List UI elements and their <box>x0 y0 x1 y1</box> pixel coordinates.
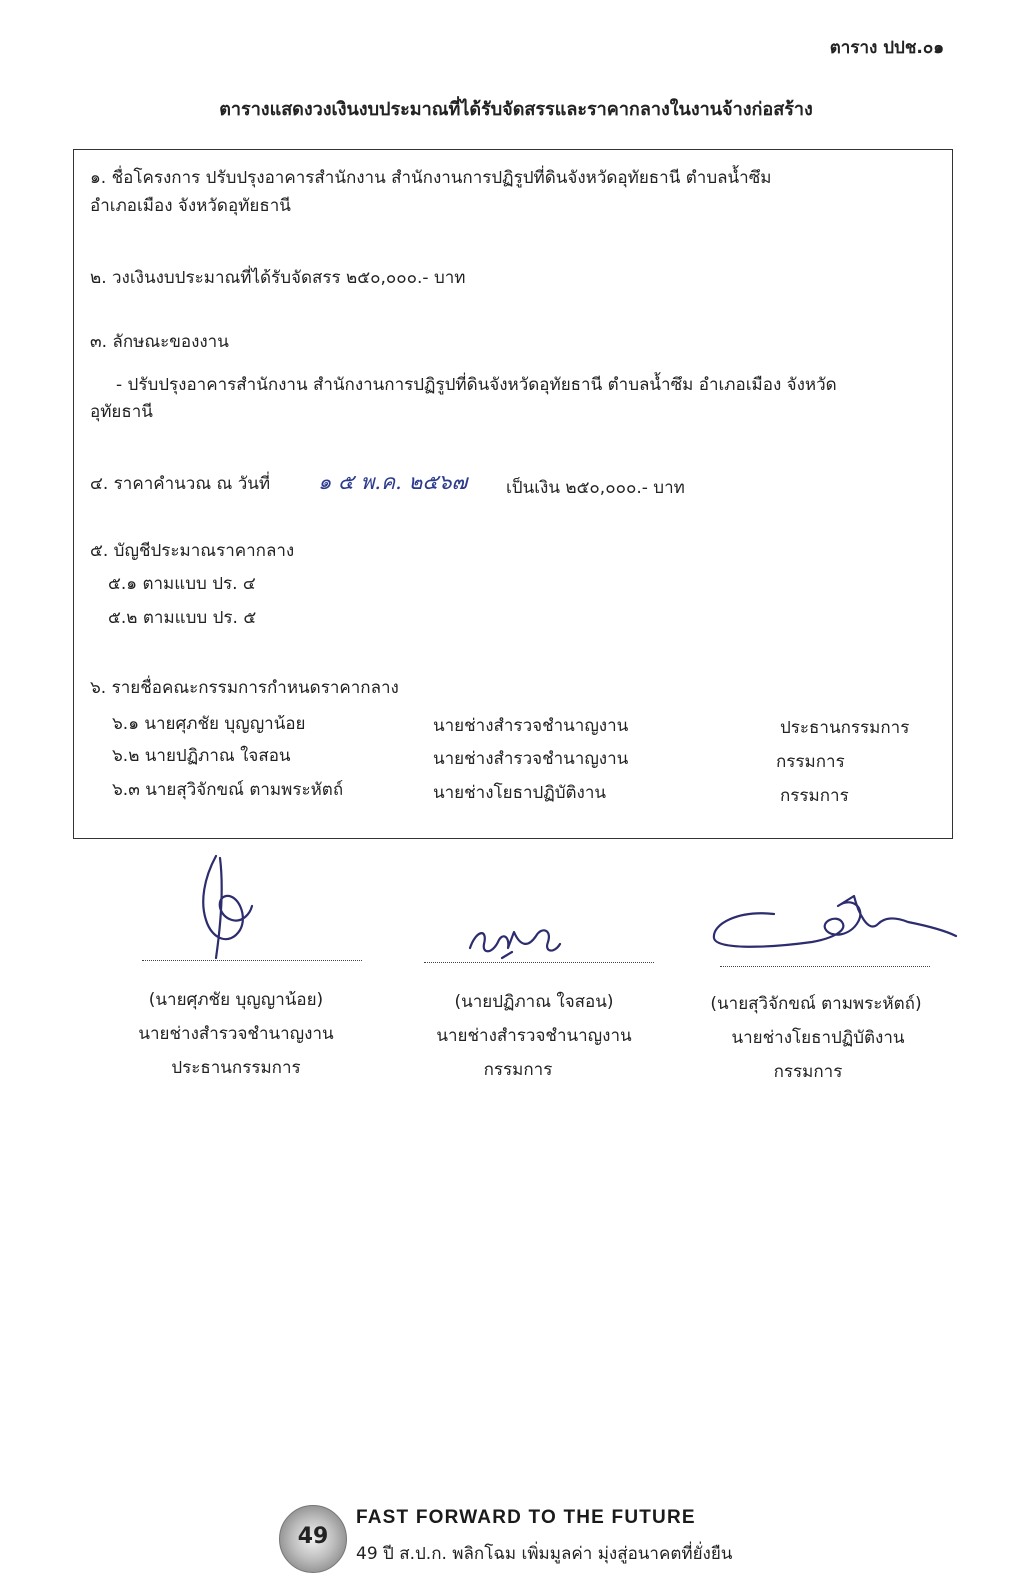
committee-2-name: ๖.๒ นายปฏิภาณ ใจสอน <box>112 746 291 766</box>
signature-line-1 <box>142 960 362 961</box>
signature-1-mark <box>190 850 270 962</box>
section-3-heading: ๓. ลักษณะของงาน <box>90 332 229 352</box>
signature-3-name: (นายสุวิจักขณ์ ตามพระหัตถ์) <box>710 994 922 1014</box>
section-5-item-2: ๕.๒ ตามแบบ ปร. ๕ <box>108 608 257 628</box>
signature-2-position: นายช่างสำรวจชำนาญงาน <box>436 1026 632 1046</box>
section-6-heading: ๖. รายชื่อคณะกรรมการกำหนดราคากลาง <box>90 678 399 698</box>
signature-3-position: นายช่างโยธาปฏิบัติงาน <box>731 1028 905 1048</box>
committee-3-position: นายช่างโยธาปฏิบัติงาน <box>433 783 607 803</box>
signature-3-role: กรรมการ <box>773 1062 843 1082</box>
signature-2-name: (นายปฏิภาณ ใจสอน) <box>454 992 614 1012</box>
alro-49-logo <box>279 1505 347 1573</box>
section-5-item-1: ๕.๑ ตามแบบ ปร. ๔ <box>108 574 256 594</box>
document-title: ตารางแสดงวงเงินงบประมาณที่ได้รับจัดสรรและราคากลางในงานจ้างก่อสร้าง <box>219 99 813 120</box>
section-2-budget: ๒. วงเงินงบประมาณที่ได้รับจัดสรร ๒๕๐,๐๐๐.- บาท <box>90 268 466 288</box>
footer-slogan-th: 49 ปี ส.ป.ก. พลิกโฉม เพิ่มมูลค่า มุ่งสู่อนาคตที่ยั่งยืน <box>356 1544 733 1564</box>
committee-1-role: ประธานกรรมการ <box>780 718 910 738</box>
signature-2-mark <box>462 918 566 964</box>
committee-2-position: นายช่างสำรวจชำนาญงาน <box>433 749 629 769</box>
footer-slogan-en: FAST FORWARD TO THE FUTURE <box>356 1507 696 1528</box>
section-3-line-1: - ปรับปรุงอาคารสำนักงาน สำนักงานการปฏิรูปที่ดินจังหวัดอุทัยธานี ตำบลน้ำซึม อำเภอเมือง จังหวัด <box>116 375 837 395</box>
form-code: ตาราง ปปช.๐๑ <box>829 38 944 58</box>
committee-3-name: ๖.๓ นายสุวิจักขณ์ ตามพระหัตถ์ <box>112 780 344 800</box>
committee-2-role: กรรมการ <box>776 752 845 772</box>
committee-3-role: กรรมการ <box>780 786 849 806</box>
section-4-handwritten-date: ๑ ๕ พ.ค. ๒๕๖๗ <box>318 470 468 494</box>
logo-text: 49 <box>297 1524 329 1549</box>
signature-2-role: กรรมการ <box>483 1060 553 1080</box>
signature-1-name: (นายศุภชัย บุญญาน้อย) <box>148 990 324 1010</box>
section-4-amount: เป็นเงิน ๒๕๐,๐๐๐.- บาท <box>506 478 685 498</box>
section-1-line-2: อำเภอเมือง จังหวัดอุทัยธานี <box>90 196 291 216</box>
section-1-line-1: ๑. ชื่อโครงการ ปรับปรุงอาคารสำนักงาน สำนักงานการปฏิรูปที่ดินจังหวัดอุทัยธานี ตำบลน้ำซึม <box>90 168 772 188</box>
section-5-heading: ๕. บัญชีประมาณราคากลาง <box>90 541 295 561</box>
section-4-label: ๔. ราคาคำนวณ ณ วันที่ <box>90 474 271 494</box>
committee-1-position: นายช่างสำรวจชำนาญงาน <box>433 716 629 736</box>
signature-1-position: นายช่างสำรวจชำนาญงาน <box>138 1024 334 1044</box>
signature-line-3 <box>720 966 930 967</box>
signature-1-role: ประธานกรรมการ <box>171 1058 301 1078</box>
committee-1-name: ๖.๑ นายศุภชัย บุญญาน้อย <box>112 714 306 734</box>
section-3-line-2: อุทัยธานี <box>90 402 153 422</box>
signature-3-mark <box>708 884 958 956</box>
signature-line-2 <box>424 962 654 963</box>
